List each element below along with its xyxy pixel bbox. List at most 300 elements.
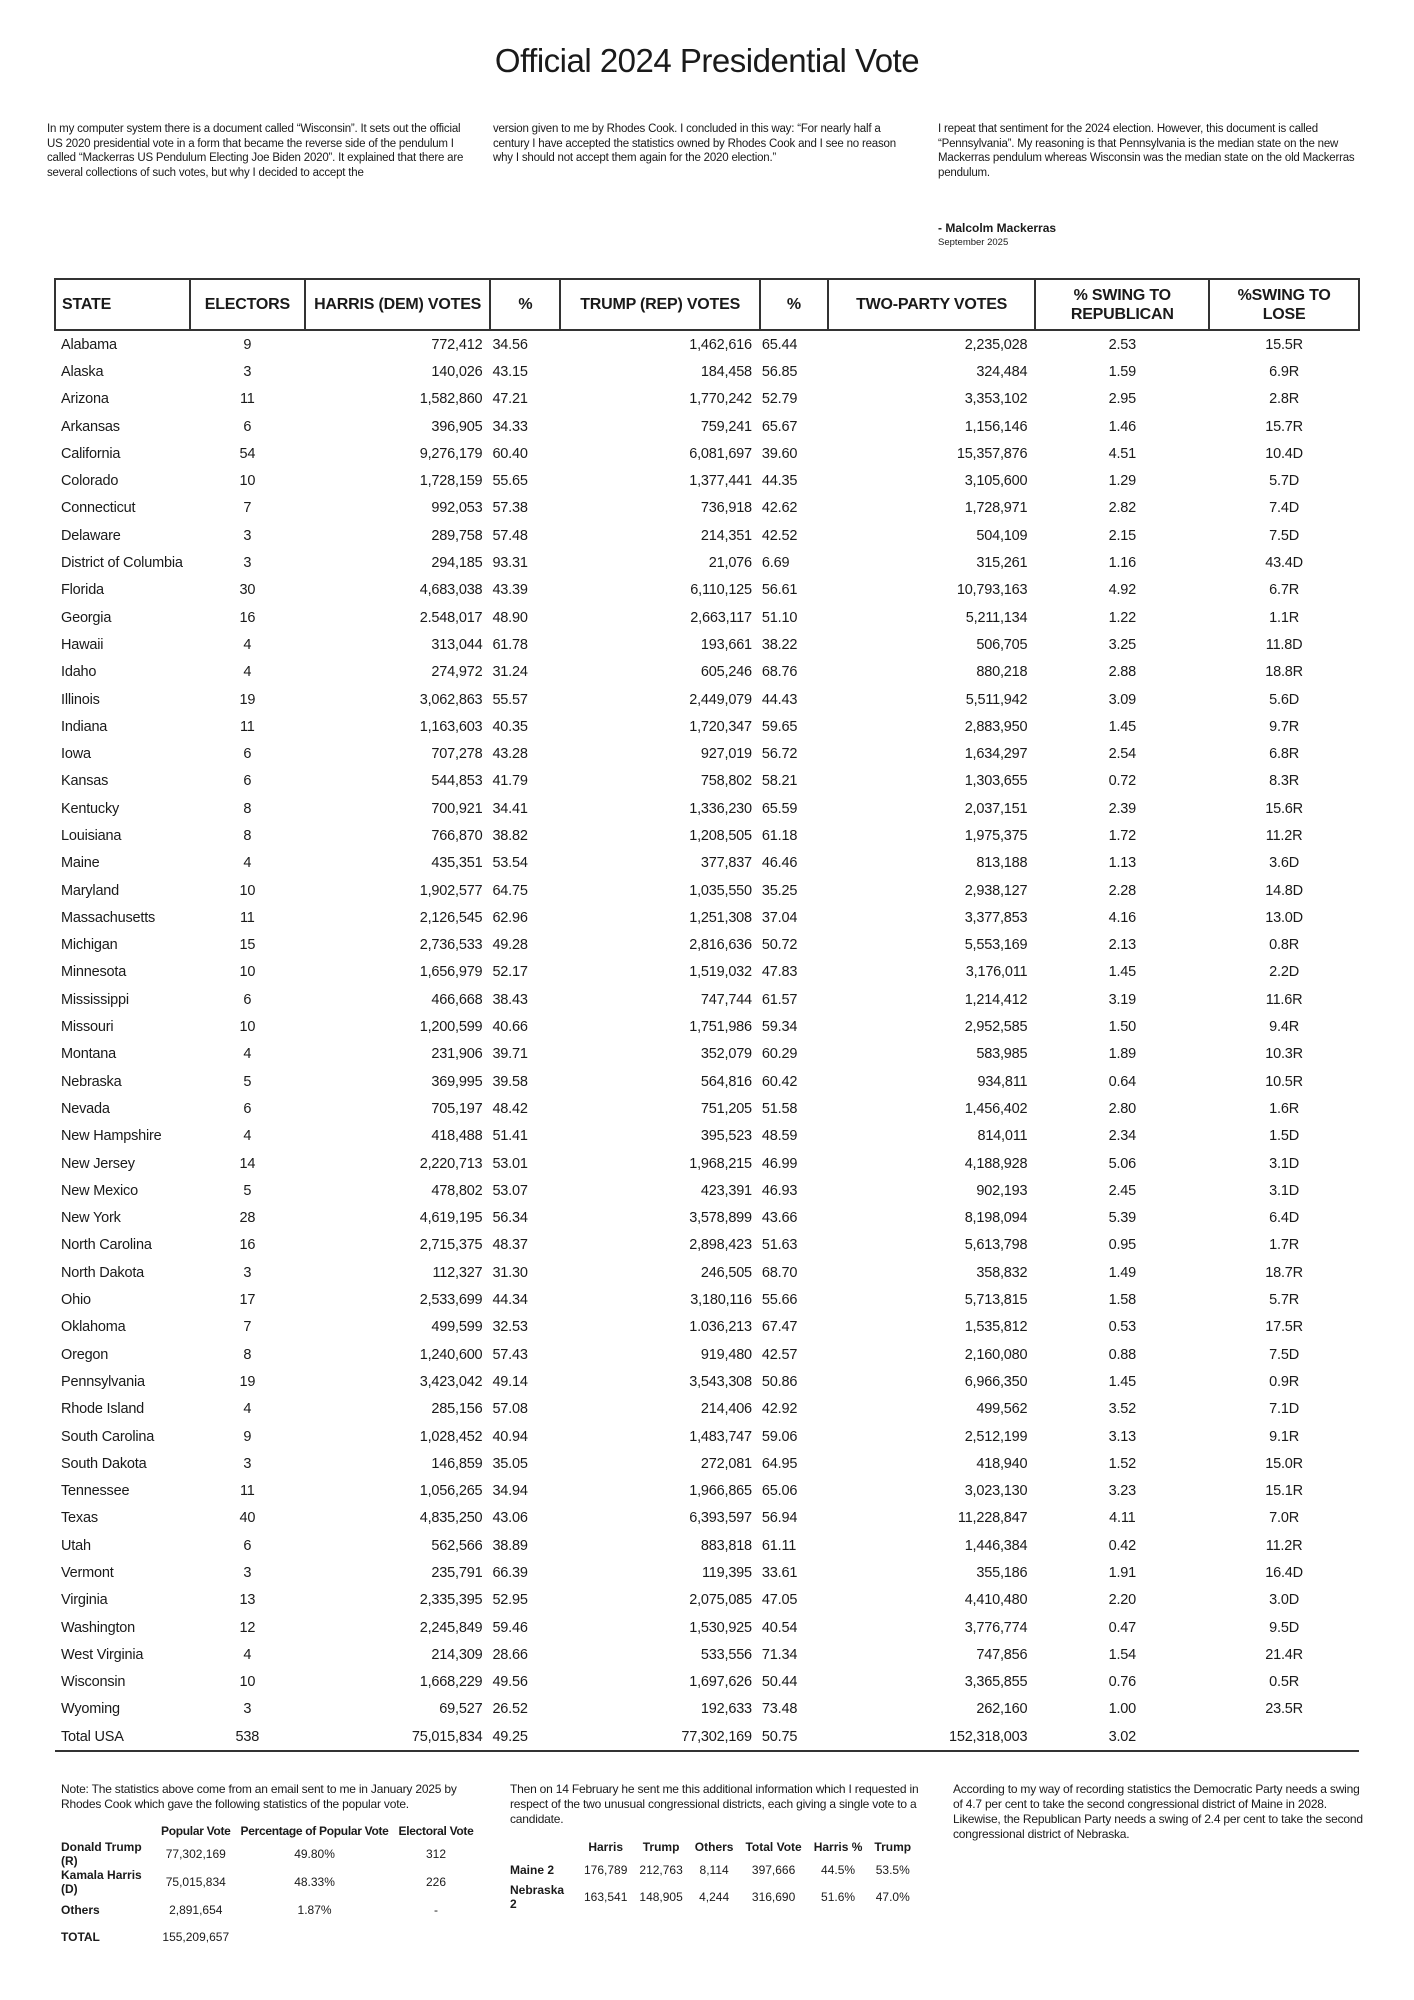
trump-votes-cell: 272,081 xyxy=(700,1455,752,1472)
harris-votes-cell: 544,853 xyxy=(431,773,483,790)
header-electors: ELECTORS xyxy=(190,279,305,330)
table-row xyxy=(55,386,1359,413)
state-name-cell: Mississippi xyxy=(61,991,129,1008)
note-districts: Then on 14 February he sent me this additional information which I requested in respect of the two unusual congressional districts, each giving a single vote to a candidate. xyxy=(510,1782,919,1826)
state-name-cell: New Mexico xyxy=(61,1182,138,1199)
swing-to-republican-cell: 2.45 xyxy=(1108,1182,1137,1199)
summary-cell: Donald Trump (R) xyxy=(61,1840,142,1868)
harris-votes-cell: 231,906 xyxy=(431,1046,483,1063)
swing-to-republican-cell: 0.76 xyxy=(1108,1674,1137,1691)
swing-to-lose-cell: 18.7R xyxy=(1265,1264,1303,1281)
district-cell: 44.5% xyxy=(821,1862,856,1877)
swing-to-republican-cell: 2.34 xyxy=(1108,1128,1137,1145)
trump-pct-cell: 37.04 xyxy=(761,909,798,926)
trump-pct-cell: 47.05 xyxy=(761,1592,798,1609)
trump-votes-cell: 747,744 xyxy=(700,991,752,1008)
trump-votes-cell: 1,483,747 xyxy=(689,1428,752,1445)
two-party-votes-cell: 5,713,815 xyxy=(964,1292,1028,1309)
summary-cell: 1.87% xyxy=(297,1902,332,1917)
harris-pct-cell: 53.01 xyxy=(492,1155,528,1172)
summary-header-blank xyxy=(58,1822,156,1840)
electors-cell: 3 xyxy=(243,363,252,380)
harris-pct-cell: 34.94 xyxy=(492,1483,528,1500)
swing-to-lose-cell: 17.5R xyxy=(1265,1319,1303,1336)
swing-to-republican-cell: 2.54 xyxy=(1108,746,1137,763)
harris-votes-cell: 1,728,159 xyxy=(419,473,483,490)
two-party-votes-cell: 934,811 xyxy=(977,1073,1028,1090)
swing-to-republican-cell: 4.16 xyxy=(1108,909,1137,926)
harris-votes-cell: 1,668,229 xyxy=(419,1674,483,1691)
swing-to-lose-cell: 2.2D xyxy=(1269,964,1300,981)
swing-to-republican-cell: 0.95 xyxy=(1108,1237,1137,1254)
harris-votes-cell: 285,156 xyxy=(431,1401,483,1418)
swing-to-lose-cell: 10.3R xyxy=(1265,1046,1303,1063)
swing-to-lose-cell: 11.8D xyxy=(1265,636,1303,653)
harris-votes-cell: 9,276,179 xyxy=(419,445,483,462)
harris-pct-cell: 38.89 xyxy=(492,1537,528,1554)
trump-pct-cell: 71.34 xyxy=(761,1646,798,1663)
two-party-votes-cell: 1,975,375 xyxy=(964,827,1028,844)
harris-pct-cell: 48.42 xyxy=(492,1100,528,1117)
harris-votes-cell: 313,044 xyxy=(431,636,483,653)
state-results-table xyxy=(54,278,1360,1752)
district-cell: 8,114 xyxy=(699,1862,729,1877)
district-header-blank xyxy=(506,1838,578,1856)
swing-to-lose-cell: 8.3R xyxy=(1269,773,1300,790)
swing-to-lose-cell xyxy=(1209,1723,1359,1751)
table-row xyxy=(55,740,1359,767)
state-name-cell: Arizona xyxy=(61,391,109,408)
harris-votes-cell: 3,062,863 xyxy=(419,691,483,708)
intro-paragraph-1: In my computer system there is a document called “Wisconsin”. It sets out the official US 2020 presidential vote in a form that became the reverse side of the pendulum I called “Mackerras US Pendulum Electing Joe Biden 2020”. It explained that there are several collections of such votes, but why I decided to accept the xyxy=(47,123,464,179)
swing-to-lose-cell: 10.4D xyxy=(1265,445,1303,462)
electors-cell: 4 xyxy=(243,1128,252,1145)
harris-pct-cell: 38.82 xyxy=(492,827,528,844)
trump-pct-cell: 68.70 xyxy=(761,1264,798,1281)
table-row xyxy=(55,1532,1359,1559)
table-row xyxy=(55,631,1359,658)
swing-to-republican-cell: 1.45 xyxy=(1108,964,1137,981)
trump-votes-cell: 2,898,423 xyxy=(689,1237,752,1254)
harris-pct-cell: 55.65 xyxy=(492,473,528,490)
trump-votes-cell: 3,543,308 xyxy=(689,1373,752,1390)
harris-votes-cell: 1,656,979 xyxy=(419,964,483,981)
swing-to-republican-cell: 1.72 xyxy=(1108,827,1137,844)
table-row xyxy=(55,713,1359,740)
summary-cell: 2,891,654 xyxy=(169,1902,223,1917)
two-party-votes-cell: 315,261 xyxy=(976,555,1028,572)
swing-to-lose-cell: 21.4R xyxy=(1265,1646,1303,1663)
trump-pct-cell: 35.25 xyxy=(761,882,798,899)
congressional-district-table xyxy=(506,1838,917,1911)
trump-pct-cell: 56.72 xyxy=(761,746,798,763)
district-cell: 397,666 xyxy=(751,1862,796,1877)
two-party-votes-cell: 2,235,028 xyxy=(964,336,1028,353)
harris-votes-cell: 418,488 xyxy=(431,1128,483,1145)
harris-votes-cell: 1,902,577 xyxy=(419,882,483,899)
state-name-cell: Kansas xyxy=(61,773,109,790)
note-rhodes-cook: Note: The statistics above come from an email sent to me in January 2025 by Rhodes Cook which gave the following statistics of the popular vote. xyxy=(61,1782,457,1811)
table-row xyxy=(55,1095,1359,1122)
state-name-cell: Delaware xyxy=(61,527,121,544)
two-party-votes-cell: 813,188 xyxy=(976,855,1028,872)
swing-to-lose-cell: 2.8R xyxy=(1269,391,1300,408)
swing-to-republican-cell: 3.52 xyxy=(1108,1401,1137,1418)
electors-cell: 13 xyxy=(239,1592,256,1609)
electors-cell: 3 xyxy=(243,1701,252,1718)
swing-to-lose-cell: 15.0R xyxy=(1265,1455,1303,1472)
harris-pct-cell: 49.56 xyxy=(492,1674,528,1691)
state-name-cell: Rhode Island xyxy=(61,1401,145,1418)
swing-to-republican-cell: 2.88 xyxy=(1108,664,1137,681)
swing-to-republican-cell: 1.00 xyxy=(1108,1701,1137,1718)
trump-votes-cell: 352,079 xyxy=(700,1046,752,1063)
harris-votes-cell: 1,163,603 xyxy=(419,718,483,735)
trump-votes-cell: 6,110,125 xyxy=(690,582,752,599)
district-header-total: Total Vote xyxy=(745,1840,802,1854)
harris-pct-cell: 39.71 xyxy=(492,1046,528,1063)
two-party-votes-cell: 3,365,855 xyxy=(964,1674,1028,1691)
district-cell: 212,763 xyxy=(639,1862,683,1877)
swing-to-lose-cell: 11.2R xyxy=(1265,827,1303,844)
electors-cell: 16 xyxy=(239,1237,256,1254)
harris-pct-cell: 32.53 xyxy=(492,1319,528,1336)
trump-pct-cell: 51.10 xyxy=(761,609,798,626)
table-row xyxy=(55,1123,1359,1150)
trump-pct-cell: 47.83 xyxy=(761,964,798,981)
state-name-cell: Pennsylvania xyxy=(61,1373,145,1390)
swing-to-republican-cell: 1.46 xyxy=(1108,418,1137,435)
trump-votes-cell: 2,816,636 xyxy=(689,937,752,954)
table-row xyxy=(55,495,1359,522)
district-cell: Maine 2 xyxy=(510,1862,555,1877)
trump-pct-cell: 60.29 xyxy=(761,1046,798,1063)
two-party-votes-cell: 814,011 xyxy=(977,1128,1028,1145)
two-party-votes-cell: 3,776,774 xyxy=(964,1619,1028,1636)
electors-cell: 8 xyxy=(243,1346,252,1363)
trump-votes-cell: 751,205 xyxy=(700,1100,752,1117)
electors-cell: 5 xyxy=(243,1182,252,1199)
two-party-votes-cell: 2,160,080 xyxy=(964,1346,1028,1363)
swing-to-lose-cell: 43.4D xyxy=(1265,555,1303,572)
state-name-cell: Illinois xyxy=(61,691,100,708)
trump-votes-cell: 6,081,697 xyxy=(689,445,752,462)
harris-votes-cell: 1,240,600 xyxy=(419,1346,483,1363)
state-name-cell: Virginia xyxy=(61,1592,108,1609)
summary-header-popular: Popular Vote xyxy=(161,1824,231,1838)
swing-to-republican-cell: 1.13 xyxy=(1108,855,1137,872)
swing-to-lose-cell: 15.6R xyxy=(1265,800,1303,817)
trump-pct-cell: 58.21 xyxy=(761,773,798,790)
trump-votes-cell: 1,751,986 xyxy=(689,1019,752,1036)
table-row xyxy=(55,1177,1359,1204)
table-row xyxy=(55,440,1359,467)
summary-cell: - xyxy=(434,1902,439,1917)
two-party-votes-cell: 1,728,971 xyxy=(964,500,1028,517)
swing-to-republican-cell: 4.92 xyxy=(1108,582,1137,599)
table-row xyxy=(55,1341,1359,1368)
header-harris-votes: HARRIS (DEM) VOTES xyxy=(305,279,491,330)
harris-pct-cell: 56.34 xyxy=(492,1210,528,1227)
trump-pct-cell: 61.18 xyxy=(761,827,798,844)
two-party-votes-cell: 2,512,199 xyxy=(964,1428,1028,1445)
swing-to-lose-cell: 9.5D xyxy=(1269,1619,1300,1636)
district-cell: 53.5% xyxy=(875,1862,910,1877)
two-party-votes-cell: 3,105,600 xyxy=(964,473,1028,490)
trump-pct-cell: 65.44 xyxy=(761,336,798,353)
table-row xyxy=(55,1614,1359,1641)
summary-header-pct: Percentage of Popular Vote xyxy=(240,1824,389,1838)
harris-votes-cell: 289,758 xyxy=(431,527,483,544)
two-party-votes-cell: 4,410,480 xyxy=(964,1592,1028,1609)
state-name-cell: Colorado xyxy=(61,473,119,490)
swing-to-republican-cell: 5.06 xyxy=(1108,1155,1137,1172)
trump-pct-cell: 40.54 xyxy=(761,1619,798,1636)
table-row xyxy=(55,467,1359,494)
harris-votes-cell: 4,619,195 xyxy=(419,1210,483,1227)
district-cell: 148,905 xyxy=(639,1890,683,1904)
intro-paragraph-2: version given to me by Rhodes Cook. I concluded in this way: “For nearly half a century I have accepted the statistics owned by Rhodes Cook and I see no reason why I should not accept them again for the 2020 election.” xyxy=(493,123,896,164)
swing-to-lose-cell: 6.4D xyxy=(1269,1210,1300,1227)
trump-votes-cell: 1,697,626 xyxy=(689,1674,752,1691)
two-party-votes-cell: 262,160 xyxy=(976,1701,1028,1718)
electors-cell: 17 xyxy=(239,1292,256,1309)
two-party-votes-cell: 504,109 xyxy=(976,527,1028,544)
trump-votes-cell: 119,395 xyxy=(701,1565,752,1581)
harris-votes-cell: 992,053 xyxy=(431,500,483,517)
trump-pct-cell: 65.67 xyxy=(761,418,798,435)
table-row xyxy=(55,1396,1359,1423)
harris-votes-cell: 2,715,375 xyxy=(419,1237,483,1254)
two-party-votes-cell: 3,377,853 xyxy=(964,909,1028,926)
trump-pct-cell: 38.22 xyxy=(761,636,798,653)
harris-votes-cell: 2,220,713 xyxy=(419,1155,483,1172)
harris-votes-cell: 294,185 xyxy=(431,555,483,572)
trump-pct-cell: 60.42 xyxy=(761,1073,798,1090)
state-name-cell: Michigan xyxy=(61,937,118,954)
district-header-harris: Harris xyxy=(588,1840,624,1854)
table-row xyxy=(55,1450,1359,1477)
harris-pct-cell: 66.39 xyxy=(492,1565,528,1581)
harris-votes-cell: 1,056,265 xyxy=(419,1483,483,1500)
header-swing-to-lose: %SWING TO LOSE xyxy=(1209,279,1359,330)
swing-to-lose-cell: 11.6R xyxy=(1265,991,1303,1008)
swing-to-republican-cell: 0.42 xyxy=(1108,1537,1137,1554)
trump-votes-cell: 1,462,616 xyxy=(689,336,752,353)
trump-pct-cell: 65.06 xyxy=(761,1483,798,1500)
state-name-cell: North Dakota xyxy=(61,1264,145,1281)
summary-row xyxy=(58,1923,478,1950)
table-row xyxy=(55,659,1359,686)
harris-pct-cell: 47.21 xyxy=(492,391,528,408)
harris-pct-cell: 55.57 xyxy=(492,691,528,708)
swing-to-lose-cell: 0.5R xyxy=(1269,1674,1300,1691)
swing-to-lose-cell: 6.7R xyxy=(1269,582,1300,599)
harris-pct-cell: 60.40 xyxy=(492,445,528,462)
swing-to-republican-cell: 1.54 xyxy=(1108,1646,1137,1663)
two-party-votes-cell: 152,318,003 xyxy=(828,1723,1036,1751)
harris-votes-cell: 3,423,042 xyxy=(419,1373,483,1390)
two-party-votes-cell: 10,793,163 xyxy=(956,582,1028,599)
two-party-votes-cell: 1,303,655 xyxy=(964,773,1028,790)
swing-to-lose-cell: 3.0D xyxy=(1269,1592,1300,1609)
table-row xyxy=(55,1477,1359,1504)
table-row xyxy=(55,1259,1359,1286)
swing-to-republican-cell: 1.58 xyxy=(1108,1292,1137,1309)
district-cell: 4,244 xyxy=(699,1890,730,1904)
electors-cell: 4 xyxy=(243,636,252,653)
summary-cell: TOTAL xyxy=(61,1929,100,1944)
state-name-cell: Massachusetts xyxy=(61,909,156,926)
trump-pct-cell: 59.06 xyxy=(761,1428,798,1445)
trump-votes-cell: 736,918 xyxy=(700,500,752,517)
harris-pct-cell: 49.28 xyxy=(492,937,528,954)
trump-pct-cell: 46.46 xyxy=(761,855,798,872)
swing-to-republican-cell: 3.09 xyxy=(1108,691,1137,708)
electors-cell: 3 xyxy=(243,527,252,544)
harris-pct-cell: 93.31 xyxy=(492,555,528,572)
two-party-votes-cell: 1,446,384 xyxy=(964,1537,1028,1554)
trump-votes-cell: 883,818 xyxy=(700,1537,752,1554)
table-row xyxy=(55,1368,1359,1395)
state-name-cell: West Virginia xyxy=(61,1646,144,1663)
electors-cell: 4 xyxy=(243,1646,252,1663)
swing-to-lose-cell: 10.5R xyxy=(1265,1073,1303,1090)
harris-pct-cell: 57.08 xyxy=(492,1401,528,1418)
trump-votes-cell: 184,458 xyxy=(700,363,752,380)
table-row xyxy=(55,1423,1359,1450)
harris-pct-cell: 57.38 xyxy=(492,500,528,517)
note-swing-needed: According to my way of recording statistics the Democratic Party needs a swing of 4.7 per cent to take the second congressional district of Maine in 2028. Likewise, the Republican Party needs a swing of 2.4 per cent to take the second congressional district of Nebraska. xyxy=(953,1782,1363,1841)
harris-pct-cell: 41.79 xyxy=(492,773,528,790)
swing-to-lose-cell: 16.4D xyxy=(1265,1565,1303,1581)
state-name-cell: Oklahoma xyxy=(61,1319,126,1336)
trump-votes-cell: 3,578,899 xyxy=(689,1210,752,1227)
harris-pct-cell: 51.41 xyxy=(492,1128,528,1145)
table-row xyxy=(55,822,1359,849)
trump-pct-cell: 50.44 xyxy=(761,1674,798,1691)
swing-to-lose-cell: 1.6R xyxy=(1269,1100,1300,1117)
two-party-votes-cell: 3,353,102 xyxy=(964,391,1028,408)
swing-to-lose-cell: 0.8R xyxy=(1269,937,1300,954)
district-header-harris-pct: Harris % xyxy=(813,1840,863,1854)
electors-cell: 3 xyxy=(243,1455,252,1472)
harris-pct-cell: 28.66 xyxy=(492,1646,528,1663)
trump-votes-cell: 1,968,215 xyxy=(689,1155,752,1172)
swing-to-lose-cell: 13.0D xyxy=(1265,909,1303,926)
state-name-cell: Maine xyxy=(61,855,100,872)
electors-cell: 3 xyxy=(243,1565,252,1581)
electors-cell: 6 xyxy=(243,1537,252,1554)
state-name-cell: Connecticut xyxy=(61,500,136,517)
state-name-cell: South Dakota xyxy=(61,1455,147,1472)
harris-pct-cell: 57.43 xyxy=(492,1346,528,1363)
summary-cell: Others xyxy=(61,1902,100,1917)
table-row xyxy=(55,413,1359,440)
electors-cell: 11 xyxy=(240,718,255,735)
two-party-votes-cell: 1,156,146 xyxy=(964,418,1028,435)
electors-cell: 11 xyxy=(240,391,255,408)
trump-pct-cell: 48.59 xyxy=(761,1128,798,1145)
district-header-others: Others xyxy=(694,1840,734,1854)
header-two-party-votes: TWO-PARTY VOTES xyxy=(828,279,1036,330)
harris-pct-cell: 38.43 xyxy=(492,991,528,1008)
two-party-votes-cell: 6,966,350 xyxy=(964,1373,1028,1390)
district-cell: 176,789 xyxy=(584,1862,628,1877)
trump-pct-cell: 42.57 xyxy=(761,1346,798,1363)
summary-cell xyxy=(394,1923,479,1950)
harris-pct-cell: 44.34 xyxy=(492,1292,528,1309)
swing-to-republican-cell: 0.72 xyxy=(1108,773,1137,790)
electors-cell: 11 xyxy=(240,1483,255,1500)
table-row xyxy=(55,604,1359,631)
harris-pct-cell: 53.07 xyxy=(492,1182,528,1199)
table-row xyxy=(55,1559,1359,1586)
state-name-cell: Louisiana xyxy=(61,827,122,844)
harris-votes-cell: 4,683,038 xyxy=(419,582,483,599)
electors-cell: 19 xyxy=(239,1373,256,1390)
state-name-cell: Missouri xyxy=(61,1019,114,1036)
swing-to-republican-cell: 2.95 xyxy=(1108,391,1137,408)
harris-votes-cell: 146,859 xyxy=(431,1455,483,1472)
electors-cell: 4 xyxy=(243,1046,252,1063)
table-row xyxy=(55,577,1359,604)
harris-pct-cell: 34.56 xyxy=(492,336,528,353)
trump-votes-cell: 2,075,085 xyxy=(689,1592,752,1609)
electors-cell: 15 xyxy=(239,937,256,954)
district-row xyxy=(506,1883,917,1911)
harris-votes-cell: 2,126,545 xyxy=(419,909,483,926)
electors-cell: 4 xyxy=(243,664,252,681)
trump-votes-cell: 919,480 xyxy=(700,1346,752,1363)
state-name-cell: California xyxy=(61,445,121,462)
harris-pct-cell: 43.28 xyxy=(492,746,528,763)
harris-pct-cell: 43.39 xyxy=(492,582,528,599)
trump-votes-cell: 395,523 xyxy=(700,1128,752,1145)
electors-cell: 3 xyxy=(243,1264,252,1281)
electors-cell: 14 xyxy=(239,1155,256,1172)
trump-pct-cell: 44.35 xyxy=(761,473,798,490)
header-state: STATE xyxy=(55,279,190,330)
swing-to-lose-cell: 1.5D xyxy=(1269,1128,1300,1145)
district-cell: 47.0% xyxy=(875,1890,910,1904)
summary-cell: 75,015,834 xyxy=(165,1875,226,1889)
state-name-cell: Indiana xyxy=(61,718,108,735)
swing-to-republican-cell: 1.89 xyxy=(1108,1046,1137,1063)
harris-pct-cell: 31.30 xyxy=(492,1264,528,1281)
trump-votes-cell: 1,530,925 xyxy=(689,1619,752,1636)
trump-pct-cell: 51.58 xyxy=(761,1100,798,1117)
swing-to-lose-cell: 6.8R xyxy=(1269,746,1300,763)
swing-to-republican-cell: 1.29 xyxy=(1108,473,1137,490)
table-row xyxy=(55,1286,1359,1313)
header-harris-pct: % xyxy=(490,279,560,330)
electors-cell: 538 xyxy=(190,1723,305,1751)
trump-votes-cell: 377,837 xyxy=(700,855,752,872)
harris-pct-cell: 43.06 xyxy=(492,1510,528,1527)
swing-to-republican-cell: 2.13 xyxy=(1108,937,1137,954)
swing-to-republican-cell: 2.53 xyxy=(1108,336,1137,353)
harris-votes-cell: 214,309 xyxy=(431,1646,483,1663)
electors-cell: 10 xyxy=(239,964,256,981)
trump-votes-cell: 193,661 xyxy=(700,636,752,653)
two-party-votes-cell: 355,186 xyxy=(976,1565,1028,1581)
harris-pct-cell: 49.25 xyxy=(490,1723,560,1751)
header-trump-votes: TRUMP (REP) VOTES xyxy=(560,279,760,330)
harris-votes-cell: 112,327 xyxy=(432,1264,483,1281)
swing-to-lose-cell: 1.7R xyxy=(1269,1237,1300,1254)
summary-cell: 312 xyxy=(426,1847,447,1861)
